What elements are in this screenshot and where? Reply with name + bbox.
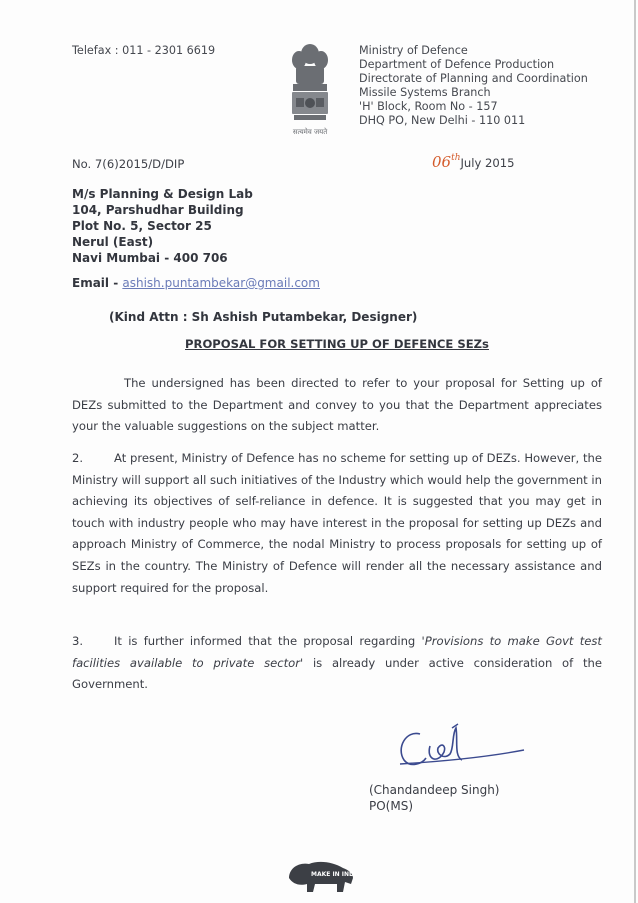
make-in-india-logo [285, 858, 357, 896]
email-link[interactable]: ashish.puntambekar@gmail.com [122, 276, 320, 290]
addressee-block [72, 186, 253, 266]
ashoka-emblem-icon [287, 40, 333, 136]
subject-line: PROPOSAL FOR SETTING UP OF DEFENCE SEZs [185, 337, 489, 351]
signer-name: (Chandandeep Singh) [369, 783, 500, 797]
date-handwritten-suffix: th [451, 153, 461, 163]
ministry-line-5: 'H' Block, Room No - 157 [359, 100, 498, 113]
signer-block [369, 782, 499, 814]
ministry-address-block [359, 44, 619, 128]
paragraph-3-text-b: is already under active consideration of the Government. [72, 655, 602, 692]
ministry-line-4: Missile Systems Branch [359, 86, 491, 99]
paragraph-2-number: 2. [72, 451, 84, 465]
paragraph-3-number: 3. [72, 634, 84, 648]
addressee-line-5: Navi Mumbai - 400 706 [72, 251, 228, 265]
paragraph-2 [72, 448, 602, 599]
addressee-line-1: M/s Planning & Design Lab [72, 187, 253, 201]
ministry-line-6: DHQ PO, New Delhi - 110 011 [359, 114, 526, 127]
ministry-line-3: Directorate of Planning and Coordination [359, 72, 588, 85]
ministry-line-1: Ministry of Defence [359, 44, 468, 57]
addressee-line-3: Plot No. 5, Sector 25 [72, 219, 212, 233]
paragraph-3 [72, 631, 602, 696]
state-emblem [287, 40, 333, 136]
addressee-line-4: Nerul (East) [72, 235, 154, 249]
emblem-motto: सत्यमेव जयते [292, 128, 328, 136]
paragraph-3-quote: 'Provisions to make Govt test facilities available to private sector' [72, 634, 602, 670]
signer-designation: PO(MS) [369, 799, 414, 813]
paragraph-1-text: The undersigned has been directed to refer to your proposal for Setting up of DEZs submitted to the Department and convey to you that the Department appreciates your the valuable suggestions on the subject matter. [72, 376, 602, 434]
signature-icon [392, 720, 532, 780]
letter-date [432, 153, 515, 171]
telefax-line: Telefax : 011 - 2301 6619 [72, 44, 216, 57]
logo-text: MAKE IN INDIA [311, 871, 357, 878]
lion-logo-icon [285, 858, 357, 896]
handwritten-signature [392, 720, 532, 780]
email-row [72, 276, 320, 290]
date-handwritten-day: 06 [432, 153, 452, 171]
email-label: Email - [72, 276, 119, 290]
paragraph-1 [72, 373, 602, 438]
reference-number: No. 7(6)2015/D/DIP [72, 157, 185, 171]
ministry-line-2: Department of Defence Production [359, 58, 555, 71]
kind-attention: (Kind Attn : Sh Ashish Putambekar, Designer) [109, 310, 418, 324]
scan-edge [634, 0, 636, 903]
paragraph-3-text-a: It is further informed that the proposal regarding [114, 634, 422, 648]
date-month-year: July 2015 [460, 156, 515, 170]
addressee-line-2: 104, Parshudhar Building [72, 203, 244, 217]
paragraph-2-text: At present, Ministry of Defence has no scheme for setting up of DEZs. However, the Ministry will support all such initiatives of the Industry which would help the government in achieving its objectives of self-reliance in defence. It is suggested that you may get in touch with industry people who may have interest in the proposal for setting up DEZs and approach Ministry of Commerce, the nodal Ministry to process proposals for setting up of SEZs in the country. The Ministry of Defence will render all the necessary assistance and support required for the proposal. [72, 451, 602, 595]
